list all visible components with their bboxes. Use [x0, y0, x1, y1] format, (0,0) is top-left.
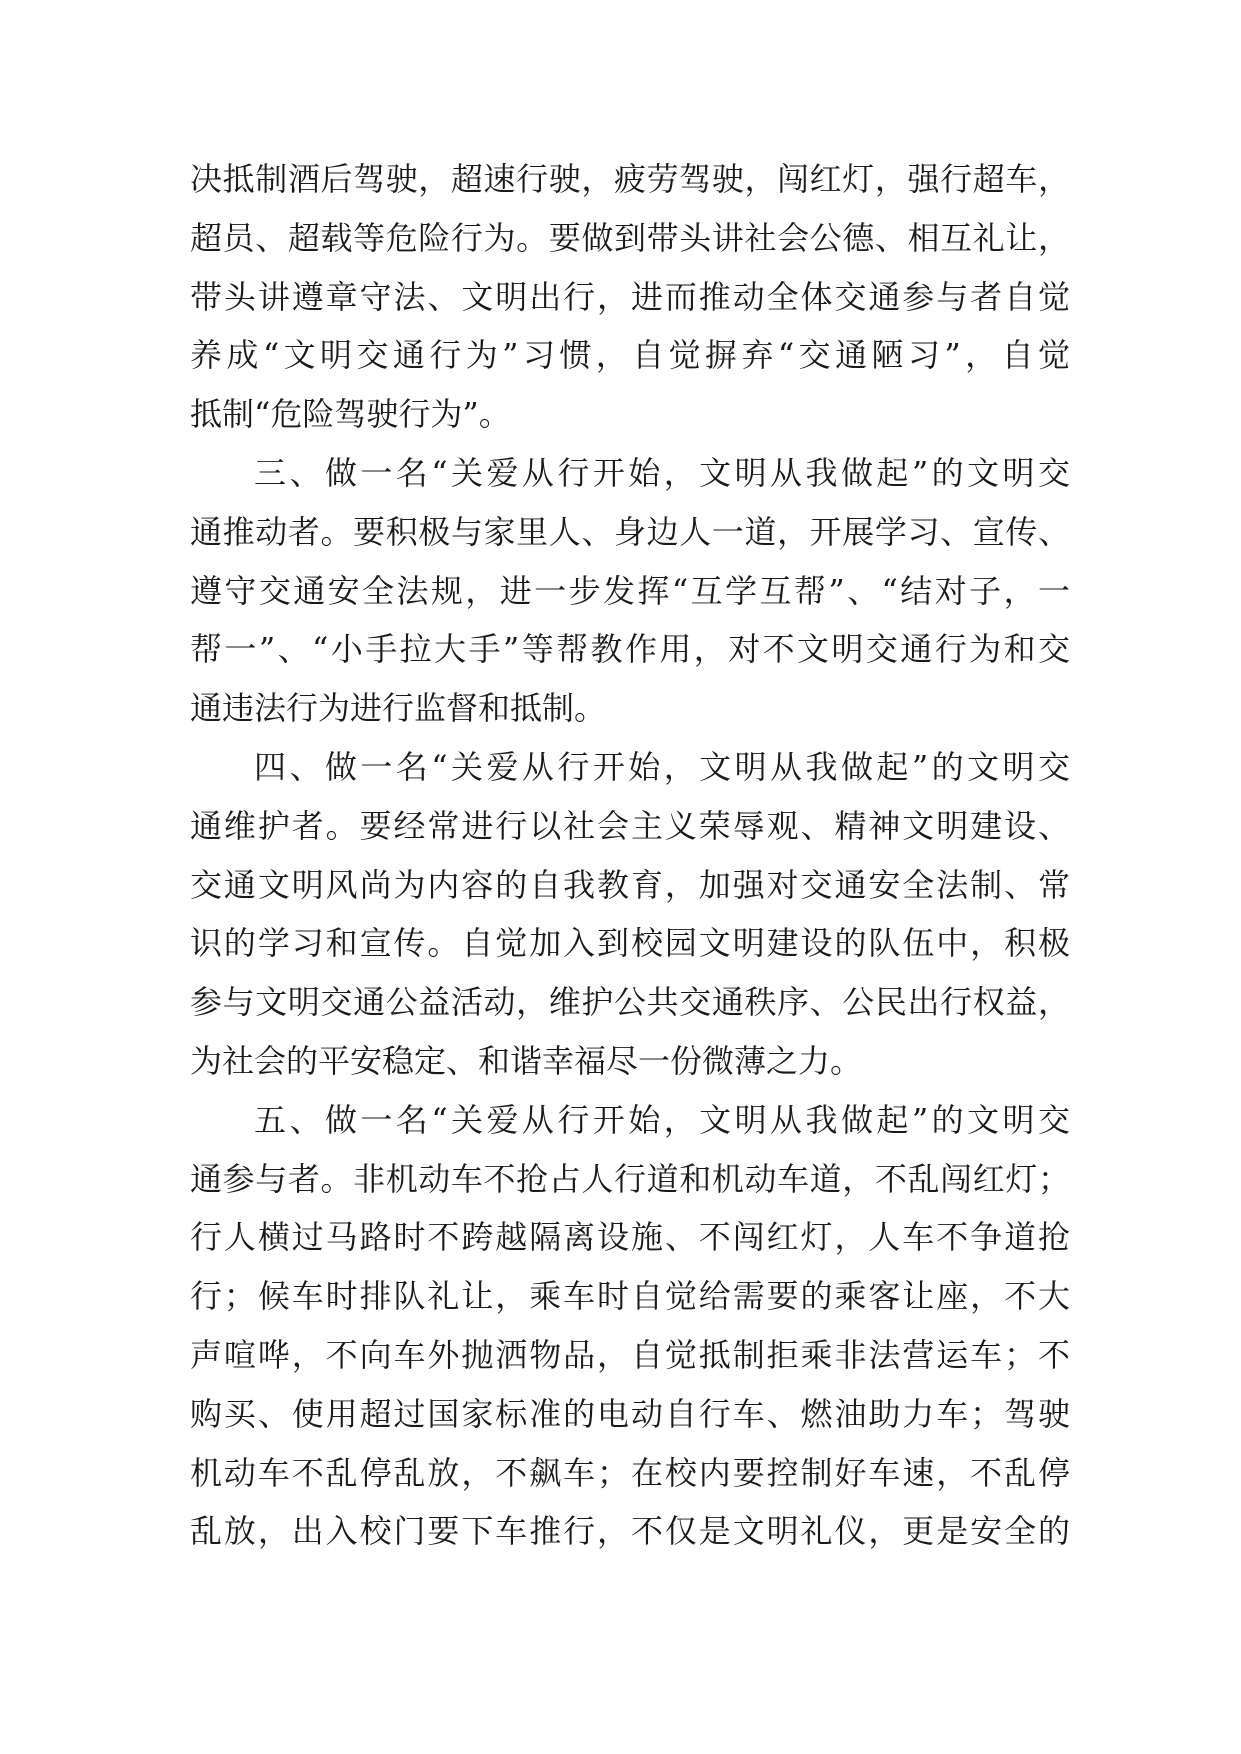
text-line: 为社会的平安稳定、和谐幸福尽一份微薄之力。 — [190, 1041, 863, 1080]
text-line: 通参与者。非机动车不抢占人行道和机动车道，不乱闯红灯； — [190, 1159, 1070, 1198]
text-line: 机动车不乱停乱放，不飙车；在校内要控制好车速，不乱停 — [190, 1453, 1070, 1492]
text-line: 通维护者。要经常进行以社会主义荣辱观、精神文明建设、 — [190, 806, 1070, 845]
text-line: 行人横过马路时不跨越隔离设施、不闯红灯，人车不争道抢 — [190, 1218, 1070, 1257]
text-line: 帮一”、“小手拉大手”等帮教作用，对不文明交通行为和交 — [190, 630, 1070, 669]
text-line: 遵守交通安全法规，进一步发挥“互学互帮”、“结对子，一 — [190, 571, 1070, 610]
document-body — [190, 150, 1070, 1561]
text-line: 四、做一名“关爱从行开始，文明从我做起”的文明交 — [254, 747, 1070, 786]
text-line: 抵制“危险驾驶行为”。 — [190, 395, 511, 434]
text-line: 超员、超载等危险行为。要做到带头讲社会公德、相互礼让， — [190, 218, 1070, 257]
text-line: 养成“文明交通行为”习惯，自觉摒弃“交通陋习”，自觉 — [190, 336, 1070, 375]
text-line: 购买、使用超过国家标准的电动自行车、燃油助力车；驾驶 — [190, 1394, 1070, 1433]
text-line: 声喧哗，不向车外抛洒物品，自觉抵制拒乘非法营运车；不 — [190, 1335, 1070, 1374]
text-line: 五、做一名“关爱从行开始，文明从我做起”的文明交 — [254, 1100, 1070, 1139]
text-line: 通违法行为进行监督和抵制。 — [190, 689, 607, 728]
text-line: 交通文明风尚为内容的自我教育，加强对交通安全法制、常 — [190, 865, 1070, 904]
text-line: 识的学习和宣传。自觉加入到校园文明建设的队伍中，积极 — [190, 924, 1070, 963]
text-line: 带头讲遵章守法、文明出行，进而推动全体交通参与者自觉 — [190, 277, 1070, 316]
text-line: 行；候车时排队礼让，乘车时自觉给需要的乘客让座，不大 — [190, 1277, 1070, 1316]
text-line: 参与文明交通公益活动，维护公共交通秩序、公民出行权益， — [190, 983, 1070, 1022]
text-line: 三、做一名“关爱从行开始，文明从我做起”的文明交 — [254, 453, 1070, 492]
text-line: 乱放，出入校门要下车推行，不仅是文明礼仪，更是安全的 — [190, 1512, 1070, 1551]
text-line: 通推动者。要积极与家里人、身边人一道，开展学习、宣传、 — [190, 512, 1070, 551]
text-line: 决抵制酒后驾驶，超速行驶，疲劳驾驶，闯红灯，强行超车， — [190, 160, 1070, 198]
